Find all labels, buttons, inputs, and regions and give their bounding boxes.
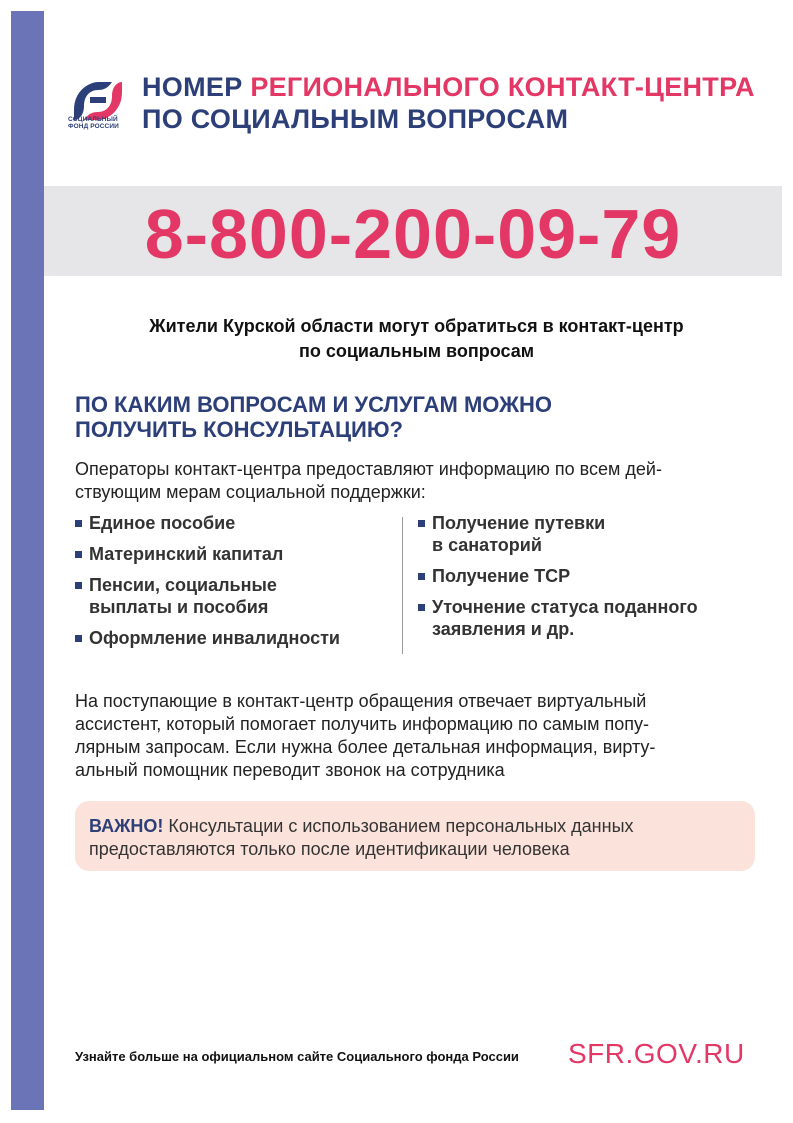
phone-band: [44, 186, 782, 276]
phone-number[interactable]: 8-800-200-09-79: [144, 195, 682, 273]
square-bullet-icon: [418, 604, 425, 611]
logo-caption-line2: ФОНД РОССИИ: [68, 123, 119, 130]
list-item: Получение путевки в санаторий: [418, 512, 763, 556]
important-label: ВАЖНО!: [89, 816, 164, 836]
services-list-right: [418, 512, 763, 649]
operators-paragraph: [75, 458, 765, 504]
intro-line2: по социальным вопросам: [298, 341, 535, 361]
important-note-line1: ВАЖНО! Консультации с использованием персональных данных: [89, 816, 634, 836]
important-note-text: [89, 815, 749, 861]
assistant-line2: ассистент, который помогает получить информацию по самым попу-: [75, 714, 649, 734]
page-title-part1: НОМЕР: [142, 72, 251, 102]
website-link[interactable]: SFR.GOV.RU: [568, 1038, 745, 1069]
assistant-line4: альный помощник переводит звонок на сотрудника: [75, 760, 505, 780]
square-bullet-icon: [75, 582, 82, 589]
logo-caption-line1: СОЦИАЛЬНЫЙ: [68, 116, 118, 123]
page-title: [142, 71, 782, 135]
important-note-line2: предоставляются только после идентификации человека: [89, 839, 570, 859]
square-bullet-icon: [418, 520, 425, 527]
important-note: [75, 801, 755, 871]
operators-line1: Операторы контакт-центра предоставляют информацию по всем дей-: [75, 459, 662, 479]
page-title-accent: РЕГИОНАЛЬНОГО КОНТАКТ-ЦЕНТРА: [250, 72, 755, 102]
assistant-line1: На поступающие в контакт-центр обращения отвечает виртуальный: [75, 691, 647, 711]
intro-text: [70, 314, 763, 364]
operators-line2: ствующим мерам социальной поддержки:: [75, 482, 426, 502]
logo-caption: [68, 116, 138, 130]
page-title-line2: ПО СОЦИАЛЬНЫМ ВОПРОСАМ: [142, 104, 569, 134]
list-item: Единое пособие: [75, 512, 395, 534]
square-bullet-icon: [418, 573, 425, 580]
page-title-line1: [142, 71, 782, 103]
list-item: Материнский капитал: [75, 543, 395, 565]
section-heading-line2: ПОЛУЧИТЬ КОНСУЛЬТАЦИЮ?: [75, 417, 403, 442]
section-heading-line1: ПО КАКИМ ВОПРОСАМ И УСЛУГАМ МОЖНО: [75, 392, 552, 417]
list-item: Пенсии, социальные выплаты и пособия: [75, 574, 395, 618]
list-item: Оформление инвалидности: [75, 627, 395, 649]
services-list-left: [75, 512, 395, 658]
section-heading: [75, 392, 675, 442]
column-divider: [402, 517, 403, 654]
assistant-paragraph: [75, 690, 765, 782]
square-bullet-icon: [75, 551, 82, 558]
list-item: Уточнение статуса поданного заявления и др.: [418, 596, 763, 640]
assistant-line3: лярным запросам. Если нужна более детальная информация, вирту-: [75, 737, 656, 757]
square-bullet-icon: [75, 520, 82, 527]
intro-line1: Жители Курской области могут обратиться в контакт-центр: [149, 316, 684, 336]
square-bullet-icon: [75, 635, 82, 642]
footer-text: Узнайте больше на официальном сайте Социального фонда России: [75, 1049, 519, 1064]
side-accent-bar: [11, 11, 44, 1110]
list-item: Получение ТСР: [418, 565, 763, 587]
